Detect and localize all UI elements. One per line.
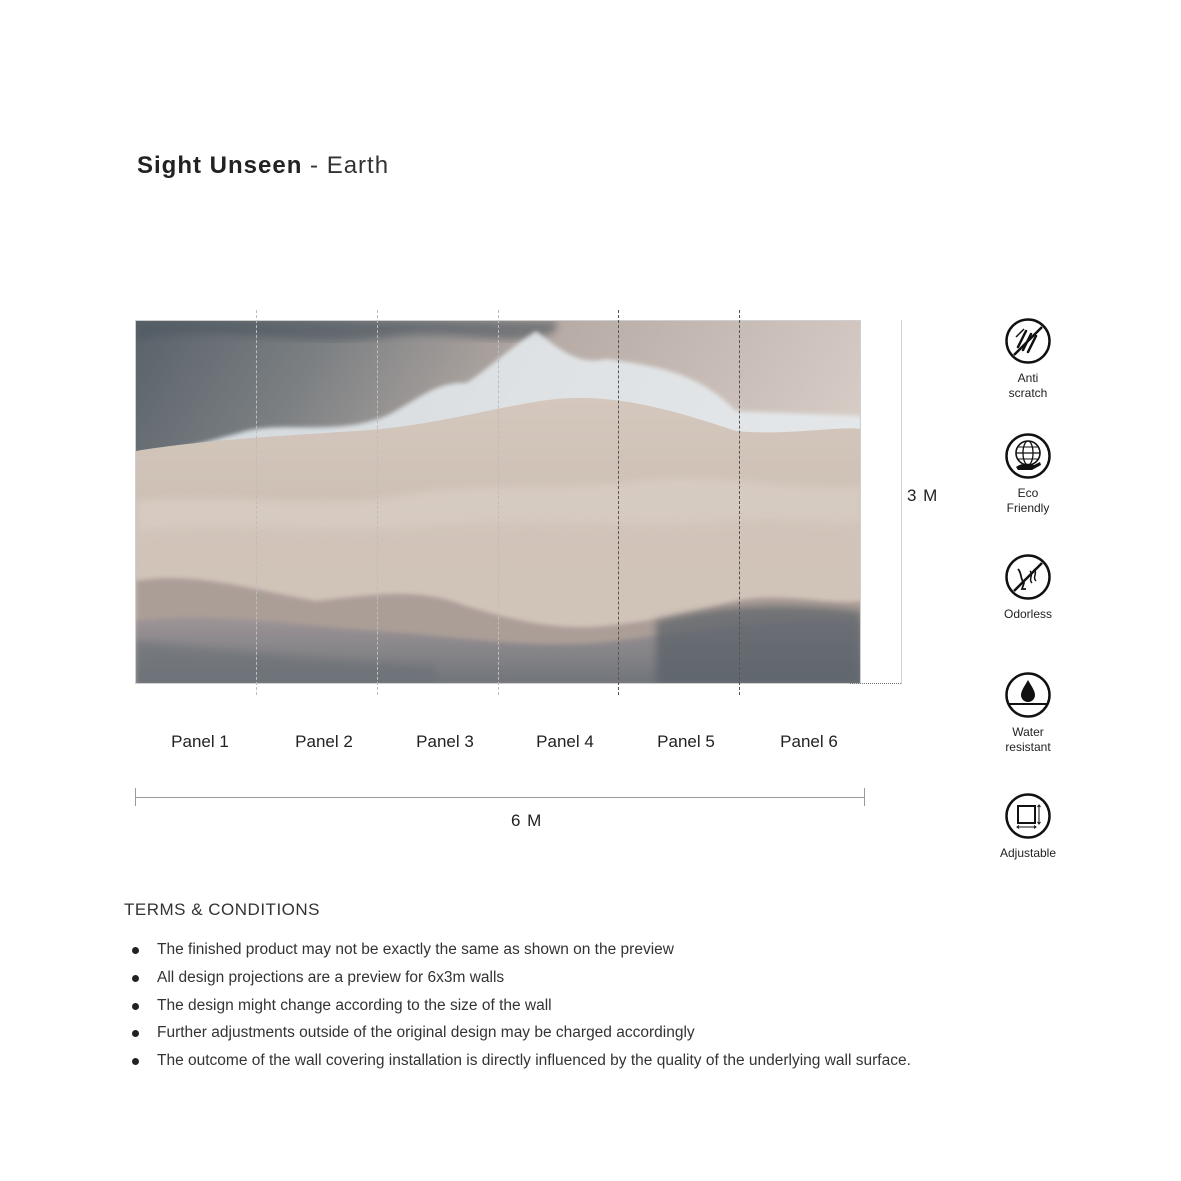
panel-divider-5	[739, 310, 740, 695]
panel-label-5: Panel 5	[657, 732, 715, 751]
terms-list	[124, 938, 911, 1077]
feature-label: Adjustable	[999, 846, 1057, 860]
feature-label: Odorless	[1003, 607, 1053, 621]
feature-anti-scratch	[983, 317, 1073, 401]
terms-item	[124, 994, 911, 1022]
feature-adjustable	[983, 792, 1073, 861]
panel-label-2: Panel 2	[295, 732, 353, 751]
water-drop-icon	[1004, 671, 1052, 719]
panel-divider-2	[377, 310, 378, 695]
feature-water-resistant	[983, 671, 1073, 755]
bullet-icon	[132, 1058, 139, 1065]
adjustable-frame-icon	[1004, 792, 1052, 840]
terms-item	[124, 938, 911, 966]
panel-label-6: Panel 6	[780, 732, 838, 751]
height-dimension-label: 3 M	[907, 486, 939, 505]
width-dimension-tick-left	[135, 788, 136, 806]
product-name: Sight Unseen	[137, 152, 303, 179]
page-title	[137, 152, 389, 180]
terms-item	[124, 966, 911, 994]
panel-divider-1	[256, 310, 257, 695]
product-variant: Earth	[326, 152, 390, 179]
globe-hand-icon	[1004, 432, 1052, 480]
feature-label: Anti scratch	[1008, 371, 1048, 400]
width-dimension-line	[135, 797, 865, 798]
feature-odorless	[983, 553, 1073, 622]
terms-title: TERMS & CONDITIONS	[124, 900, 321, 919]
panel-divider-4	[618, 310, 619, 695]
width-dimension-label: 6 M	[511, 811, 543, 830]
terms-item-text: The design might change according to the size of the wall	[157, 996, 552, 1014]
feature-eco-friendly	[983, 432, 1073, 516]
terms-item	[124, 1021, 911, 1049]
feature-label: Eco Friendly	[1006, 486, 1050, 515]
feature-label: Water resistant	[1005, 725, 1051, 754]
terms-item-text: Further adjustments outside of the original design may be charged accordingly	[157, 1024, 695, 1042]
panel-label-1: Panel 1	[171, 732, 229, 751]
bullet-icon	[132, 1030, 139, 1037]
panel-label-4: Panel 4	[536, 732, 594, 751]
terms-item-text: The finished product may not be exactly the same as shown on the preview	[157, 941, 674, 958]
height-dimension-line	[901, 320, 902, 684]
panel-label-3: Panel 3	[416, 732, 474, 751]
bullet-icon	[132, 947, 139, 954]
title-separator: -	[302, 152, 327, 179]
bullet-icon	[132, 975, 139, 982]
terms-item-text: The outcome of the wall covering installation is directly influenced by the quality of the underlying wall surface.	[157, 1052, 911, 1070]
anti-scratch-icon	[1004, 317, 1052, 365]
panel-divider-3	[498, 310, 499, 695]
no-odor-icon	[1004, 553, 1052, 601]
bullet-icon	[132, 1003, 139, 1010]
terms-item-text: All design projections are a preview for 6x3m walls	[157, 968, 505, 986]
height-dimension-dotted-line	[850, 683, 901, 684]
width-dimension-tick-right	[864, 788, 865, 806]
terms-item	[124, 1049, 911, 1077]
